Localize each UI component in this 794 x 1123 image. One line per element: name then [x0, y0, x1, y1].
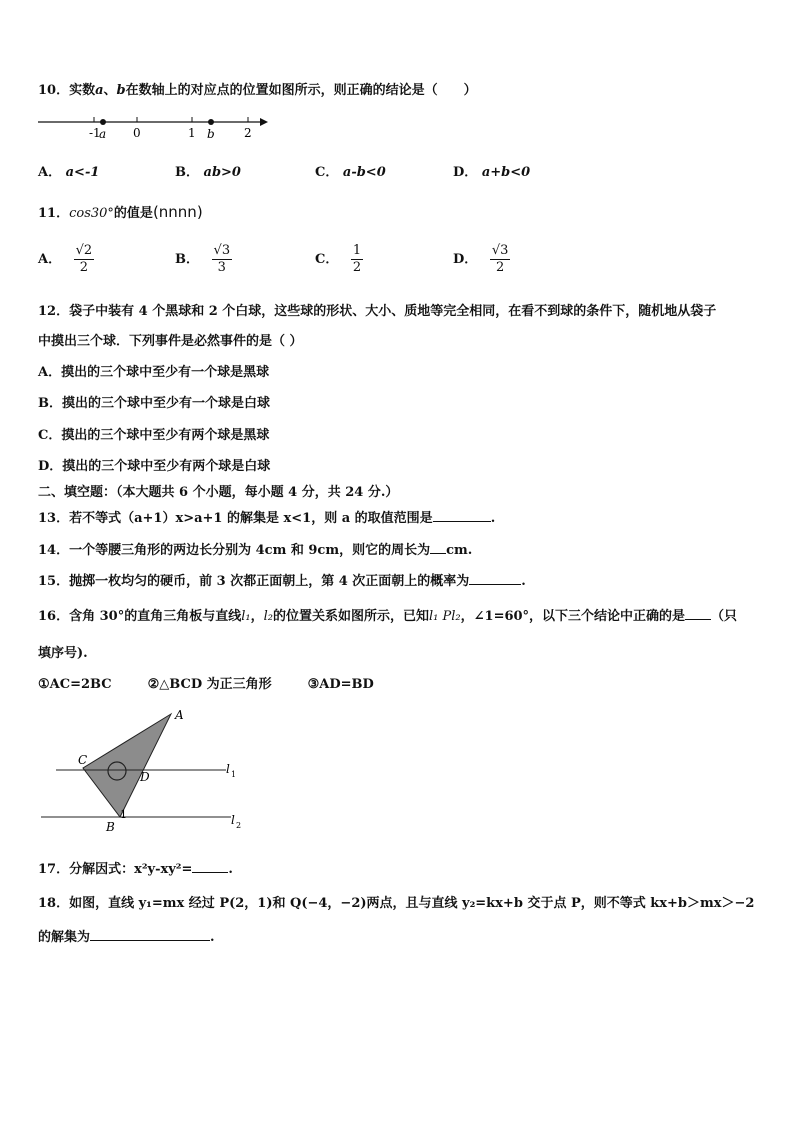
point-a [100, 119, 106, 125]
q13-answer-blank[interactable] [433, 509, 491, 522]
q15-answer-blank[interactable] [469, 572, 521, 585]
q10-var-b: b [116, 83, 126, 98]
q10-option-b [175, 161, 241, 180]
q11-stem [38, 203, 203, 223]
q13-period: . [490, 511, 496, 526]
q18-answer-blank[interactable] [90, 928, 210, 941]
label-c: C [78, 753, 88, 767]
q14-unit: cm. [446, 543, 473, 558]
frac-numerator: √3 [491, 243, 509, 258]
q16-figure [36, 702, 266, 842]
q16-conclusion-2: ②△BCD 为正三角形 [147, 677, 272, 692]
q15 [38, 572, 526, 591]
q12-line2: 中摸出三个球．下列事件是必然事件的是（ ） [38, 334, 303, 349]
frac-numerator: 1 [352, 243, 362, 258]
q18-text: 的解集为 [38, 930, 91, 945]
q18-period: . [210, 930, 215, 945]
q17-period: . [228, 862, 233, 877]
tick-label-neg1: -1 [89, 126, 101, 140]
q14-answer-blank[interactable] [430, 541, 446, 554]
q11-option-b-letter: B． [175, 252, 199, 267]
q17-text: 17．分解因式：x²y-xy²= [38, 862, 193, 877]
q16-text-d: （只 [711, 609, 738, 624]
q12-option-b: B．摸出的三个球中至少有一个球是白球 [38, 396, 270, 411]
frac-numerator: √2 [75, 243, 93, 258]
q16-line2: 填序号). [38, 646, 88, 661]
q10-sep: 、 [103, 83, 117, 98]
q16-text-b: 的位置关系如图所示，已知 [272, 609, 429, 624]
q10-option-d-text: a+b<0 [481, 165, 531, 180]
q11-number: 11． [38, 206, 70, 221]
q12-option-d: D．摸出的三个球中至少有两个球是白球 [38, 459, 271, 474]
q16-text-a: 16．含角 30°的直角三角板与直线 [38, 609, 242, 624]
label-l1-sub: 1 [231, 770, 237, 779]
q16-comma: ， [250, 609, 264, 624]
q10-option-b-text: ab>0 [203, 165, 241, 180]
q11-option-a [38, 243, 94, 276]
q10-option-a-letter: A． [38, 165, 62, 180]
q10-option-c-text: a-b<0 [342, 165, 386, 180]
q12-line1: 12．袋子中装有 4 个黑球和 2 个白球，这些球的形状、大小、质地等完全相同，在看不到球的条件下，随机地从袋子 [38, 304, 717, 319]
q14-text: 14．一个等腰三角形的两边长分别为 4cm 和 9cm，则它的周长为 [38, 543, 431, 558]
q16-line1 [38, 607, 737, 626]
q11-option-d-fraction [490, 243, 511, 276]
q11-option-a-fraction [74, 243, 95, 276]
q10-option-c-letter: C． [315, 165, 339, 180]
q12-option-a: A．摸出的三个球中至少有一个球是黑球 [38, 365, 270, 380]
label-a: A [175, 708, 184, 722]
label-d: D [140, 770, 150, 784]
q11-option-a-letter: A． [38, 252, 62, 267]
q16-l2: l₂ [263, 609, 273, 624]
q16-answer-blank[interactable] [685, 607, 711, 620]
q11-function: cos30° [69, 206, 114, 221]
q11-stem-text: 的值是 [113, 206, 153, 221]
point-label-b: b [207, 127, 215, 141]
q14 [38, 541, 472, 560]
label-l1: l [226, 762, 230, 776]
triangle-ruler [83, 714, 171, 817]
q13-text: 13．若不等式（a+1）x>a+1 的解集是 x<1，则 a 的取值范围是 [38, 511, 433, 526]
q10-number: 10．实数 [38, 83, 96, 98]
label-l2-sub: 2 [236, 821, 242, 830]
q17 [38, 860, 233, 879]
label-b: B [106, 820, 115, 834]
tick-label-2: 2 [244, 126, 252, 140]
q11-paren: (nnnn) [152, 203, 203, 221]
q10-option-d [453, 161, 530, 180]
frac-denominator: 2 [495, 260, 505, 275]
q13 [38, 509, 495, 528]
label-l2: l [231, 813, 235, 827]
q10-var-a: a [95, 83, 104, 98]
q10-stem [38, 82, 477, 100]
q11-option-d [453, 243, 510, 276]
frac-denominator: 2 [79, 260, 89, 275]
q10-option-b-letter: B． [175, 165, 199, 180]
section-2-heading: 二、填空题：（本大题共 6 个小题，每小题 4 分，共 24 分.） [38, 485, 399, 500]
q10-option-d-letter: D． [453, 165, 478, 180]
axis-arrow-icon [260, 118, 268, 126]
point-label-a: a [99, 127, 107, 141]
q10-option-c [315, 161, 386, 180]
q11-option-d-letter: D． [453, 252, 478, 267]
q15-period: . [521, 574, 526, 589]
q10-option-a-text: a<-1 [65, 165, 100, 180]
q11-option-c [315, 243, 363, 276]
q16-conclusion-3: ③AD=BD [307, 677, 374, 692]
tick-label-0: 0 [133, 126, 141, 140]
q17-answer-blank[interactable] [192, 860, 228, 873]
q10-number-line [36, 112, 276, 142]
q11-option-c-letter: C． [315, 252, 339, 267]
q12-option-c: C．摸出的三个球中至少有两个球是黑球 [38, 428, 270, 443]
q16-parallel: l₁ Pl₂ [429, 609, 461, 624]
q11-option-c-fraction [351, 243, 363, 276]
q10-option-a [38, 161, 99, 180]
frac-denominator: 3 [217, 260, 226, 275]
q18-line2 [38, 928, 215, 947]
tick-label-1: 1 [188, 126, 196, 140]
frac-denominator: 2 [352, 260, 362, 275]
q16-l1: l₁ [241, 609, 251, 624]
point-b [208, 119, 214, 125]
q16-conclusion-1: ①AC=2BC [38, 677, 112, 692]
q16-conclusions [38, 676, 374, 694]
frac-numerator: √3 [213, 243, 231, 258]
label-angle-1: 1 [120, 808, 127, 821]
q10-stem-rest: 在数轴上的对应点的位置如图所示，则正确的结论是（ ） [125, 83, 477, 98]
q18-line1: 18．如图，直线 y₁=mx 经过 P(2，1)和 Q(−4，−2)两点，且与直线 y₂=kx+b 交于点 P，则不等式 kx+b＞mx＞−2 [38, 896, 755, 911]
q11-option-b [175, 243, 232, 276]
q16-text-c: ，∠1=60°，以下三个结论中正确的是 [460, 609, 686, 624]
q11-option-b-fraction [212, 243, 233, 276]
q15-text: 15．抛掷一枚均匀的硬币，前 3 次都正面朝上，第 4 次正面朝上的概率为 [38, 574, 470, 589]
